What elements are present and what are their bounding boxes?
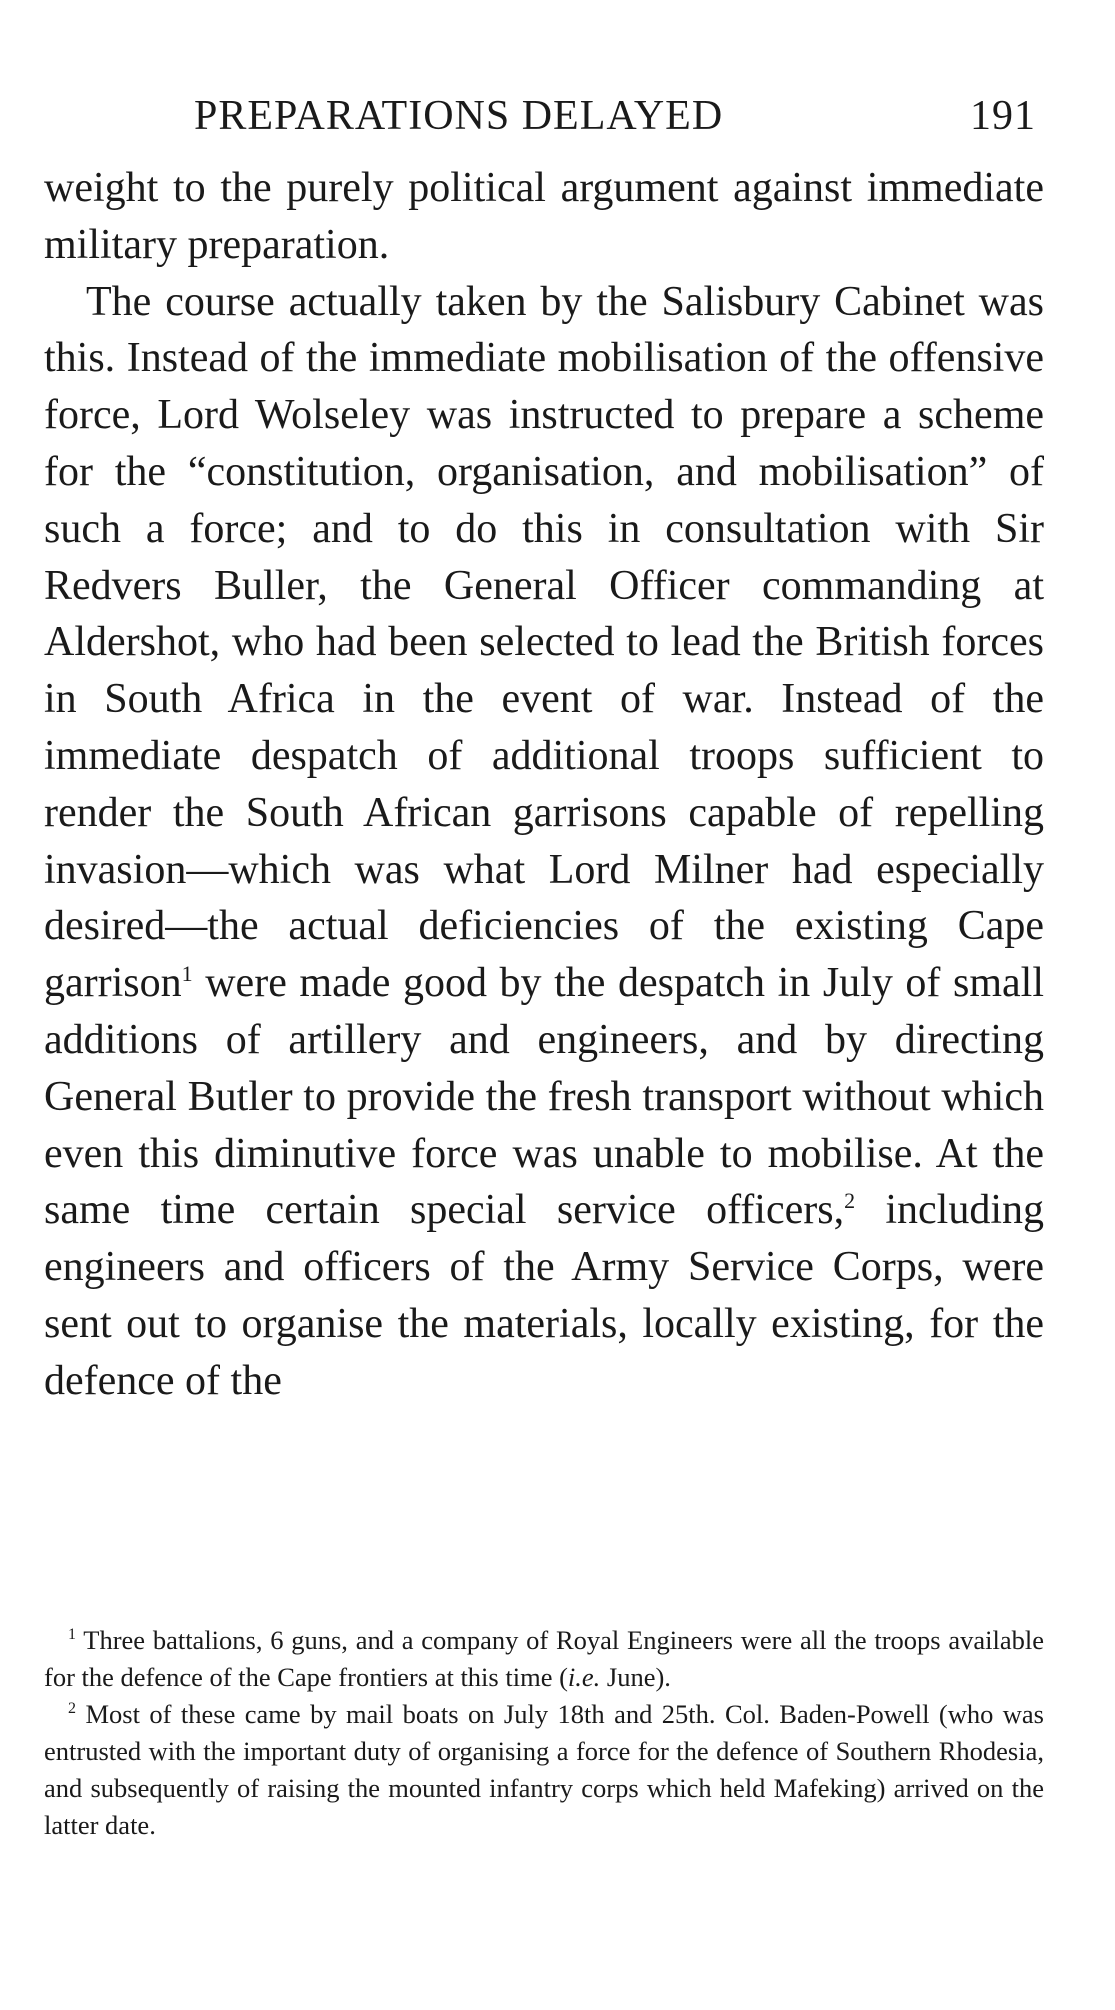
footnote-ref-2: 2 [844,1188,856,1214]
footnote-2-mark: 2 [68,1700,76,1718]
footnote-1 [44,1622,1044,1696]
footnote-2-text: Most of these came by mail boats on July 18th and 25th. Col. Baden-Powell (who was entrusted with the important duty of organising a force for the defence of Southern Rhodesia, and subsequently of raising the mounted infantry corps which held Mafeking) arrived on the latter date. [44,1699,1044,1840]
running-header [44,92,1044,152]
paragraph-text-part-1: The course actually taken by the Salisbury Cabinet was this. Instead of the immediate mobilisation of the offensive force, Lord Wolseley was instructed to prepare a scheme for the “constitution, organisation, and mobilisation” of such a force; and to do this in consultation with Sir Redvers Buller, the General Officer commanding at Aldershot, who had been selected to lead the British forces in South Africa in the event of war. Instead of the immediate despatch of additional troops sufficient to render the South African garrisons capable of repelling invasion—which was what Lord Milner had especially desired—the actual deficiencies of the existing Cape garrison [44,278,1044,1007]
page-number: 191 [970,93,1036,139]
footnote-2 [44,1696,1044,1844]
paragraph-text-part-3: including engineers and officers of the Army Service Corps, were sent out to organise the materials, locally existing, for the defence of the [44,1187,1044,1404]
footnote-1-mark: 1 [68,1626,76,1644]
paragraph-salisbury-cabinet [44,274,1044,1410]
footnote-1-ie: i.e. [567,1662,601,1692]
paragraph-text-part-2: were made good by the despatch in July of small additions of artillery and engineers, and by directing General Butler to provide the fresh transport without which even this diminutive force was unable to mobilise. At the same time certain special service officers, [44,960,1044,1234]
book-page [44,0,1044,2010]
footnote-1-text-b: June). [600,1662,671,1692]
running-title: PREPARATIONS DELAYED [194,93,724,139]
footnote-1-text-a: Three battalions, 6 guns, and a company of Royal Engineers were all the troops available for the defence of the Cape frontiers at this time ( [44,1625,1044,1692]
footnote-ref-1: 1 [181,961,193,987]
footnotes [44,1622,1044,1844]
paragraph-continued: weight to the purely political argument against immediate military preparation. [44,165,1044,268]
main-text [44,160,1044,1410]
